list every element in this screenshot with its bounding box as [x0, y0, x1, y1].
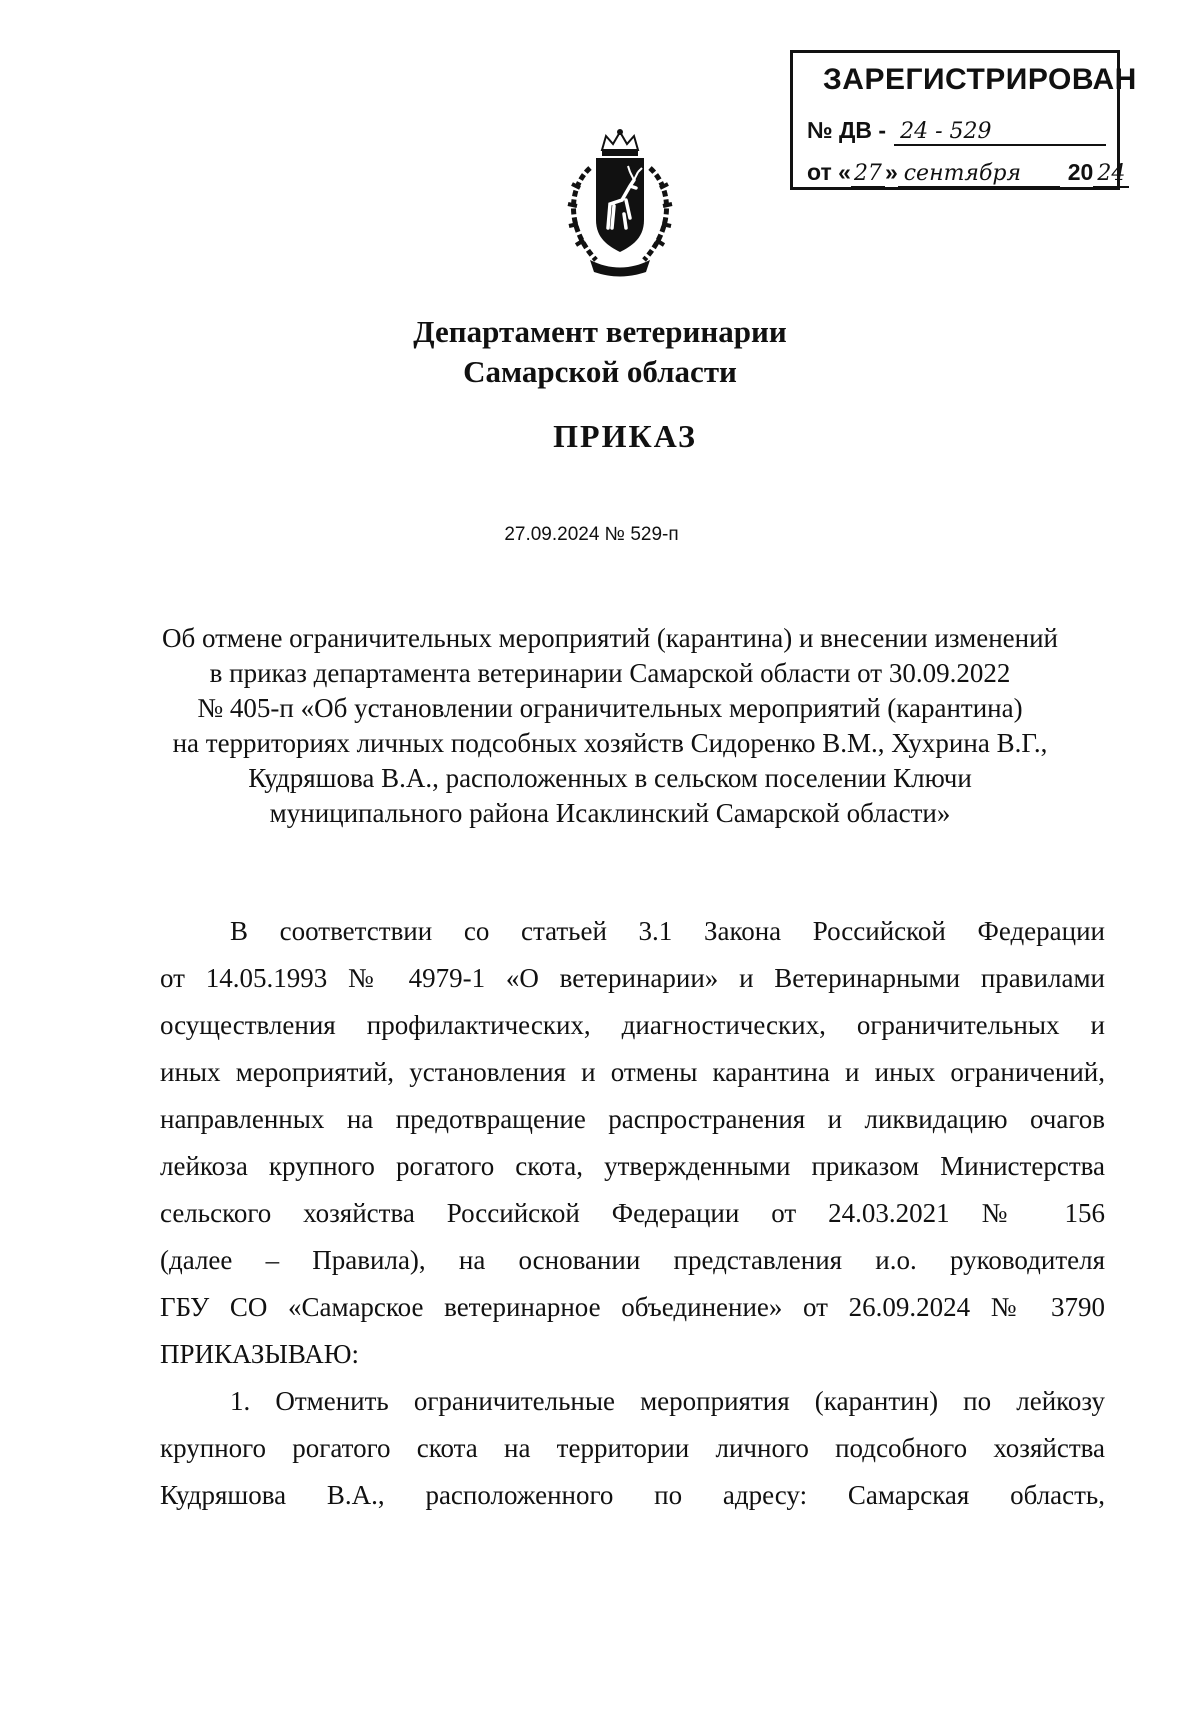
stamp-day-handwritten: 27: [851, 161, 885, 188]
subject-line: Кудряшова В.А., расположенных в сельском поселении Ключи: [248, 763, 972, 793]
stamp-title: ЗАРЕГИСТРИРОВАН: [823, 63, 1137, 96]
stamp-year-prefix: 20: [1067, 159, 1094, 185]
body-line: В соответствии со статьей 3.1 Закона Российской Федерации: [230, 916, 1105, 946]
order-number: 27.09.2024 № 529-п: [504, 524, 679, 545]
coat-of-arms-emblem: [550, 128, 690, 278]
subject-line: № 405-п «Об установлении ограничительных мероприятий (карантина): [197, 693, 1023, 723]
stamp-number-handwritten: 24 - 529: [894, 119, 1106, 146]
subject-line: в приказ департамента ветеринарии Самарской области от 30.09.2022: [209, 658, 1011, 688]
body-line: крупного рогатого скота на территории личного подсобного хозяйства: [160, 1433, 1105, 1463]
order-title: ПРИКАЗ: [553, 418, 697, 454]
stamp-number-prefix: № ДВ -: [807, 117, 887, 143]
body-line: Кудряшова В.А., расположенного по адресу: Самарская область,: [160, 1480, 1105, 1510]
body-line: (далее – Правила), на основании представления и.о. руководителя: [160, 1245, 1105, 1275]
stamp-number-row: [807, 117, 1106, 146]
stamp-date-prefix: от «: [807, 159, 851, 185]
order-subject: [130, 621, 1090, 831]
order-directive: ПРИКАЗЫВАЮ:: [160, 1339, 359, 1369]
body-line: лейкоза крупного рогатого скота, утвержденными приказом Министерства: [160, 1151, 1105, 1181]
subject-line: Об отмене ограничительных мероприятий (карантина) и внесении изменений: [162, 623, 1058, 653]
department-name-line2: Самарской области: [463, 354, 737, 389]
subject-line: муниципального района Исаклинский Самарской области»: [269, 798, 951, 828]
subject-line: на территориях личных подсобных хозяйств Сидоренко В.М., Хухрина В.Г.,: [172, 728, 1048, 758]
registration-stamp: [790, 50, 1137, 190]
body-line: направленных на предотвращение распространения и ликвидацию очагов: [160, 1104, 1105, 1134]
body-line: осуществления профилактических, диагностических, ограничительных и: [160, 1010, 1105, 1040]
stamp-date-row: [807, 159, 1129, 188]
department-name-line1: Департамент ветеринарии: [413, 314, 787, 349]
order-body: [160, 908, 1105, 1519]
stamp-year-handwritten: 24: [1093, 161, 1129, 188]
body-line: ГБУ СО «Самарское ветеринарное объединение» от 26.09.2024 № 3790: [160, 1292, 1105, 1322]
body-line: сельского хозяйства Российской Федерации от 24.03.2021 № 156: [160, 1198, 1105, 1228]
stamp-month-handwritten: сентября: [898, 161, 1060, 188]
body-line: иных мероприятий, установления и отмены карантина и иных ограничений,: [160, 1057, 1105, 1087]
stamp-date-mid: »: [884, 159, 898, 185]
body-line: 1. Отменить ограничительные мероприятия (карантин) по лейкозу: [230, 1386, 1105, 1416]
body-line: от 14.05.1993 № 4979-1 «О ветеринарии» и Ветеринарными правилами: [160, 963, 1105, 993]
